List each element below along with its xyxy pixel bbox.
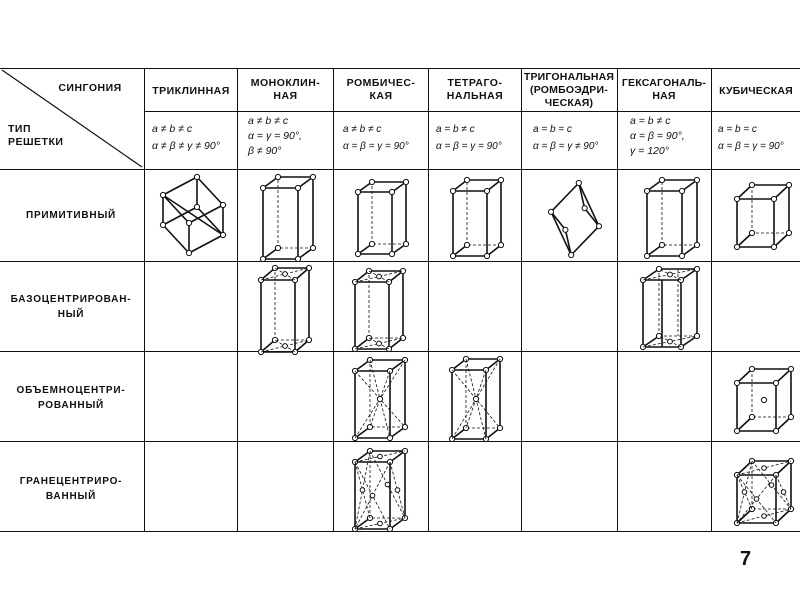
param-line: a = b = c xyxy=(533,124,572,135)
lattice-tetragonal-body-centered xyxy=(449,356,503,442)
row-label-line: ПРИМИТИВНЫЙ xyxy=(25,210,117,221)
header-divider xyxy=(144,111,800,112)
params-hexagonal xyxy=(630,114,714,159)
lattice-hexagonal-primitive xyxy=(644,177,700,259)
lattice-orthorhombic-face-centered xyxy=(352,448,408,532)
page-number: 7 xyxy=(740,548,752,570)
col-divider-1 xyxy=(144,68,145,531)
param-line: γ = 120° xyxy=(630,145,669,157)
param-line: a = b = c xyxy=(718,124,757,135)
column-name-cubic xyxy=(712,85,800,98)
column-name-line: ЧЕСКАЯ) xyxy=(544,97,594,109)
lattice-tetragonal-primitive xyxy=(450,177,504,259)
params-trigonal xyxy=(533,121,619,155)
column-name-line: ТЕТРАГО- xyxy=(447,77,503,89)
param-line: α = β = 90°, xyxy=(630,130,685,142)
column-name-tetragonal xyxy=(429,77,521,103)
row-divider-2 xyxy=(0,261,800,262)
lattice-orthorhombic-primitive xyxy=(355,179,409,257)
column-name-line: (РОМБОЭДРИ- xyxy=(530,84,608,96)
lattice-cubic-body-centered xyxy=(734,366,794,434)
row-label-line: ВАННЫЙ xyxy=(45,491,97,502)
column-name-trigonal xyxy=(521,71,617,110)
column-name-hexagonal xyxy=(617,77,711,103)
lattice-monoclinic-primitive xyxy=(260,174,316,262)
lattice-orthorhombic-body-centered xyxy=(352,357,408,441)
param-line: α = β = γ = 90° xyxy=(718,141,784,152)
param-line: β ≠ 90° xyxy=(248,145,282,157)
column-name-line: КАЯ xyxy=(369,90,393,102)
lattice-cubic-face-centered xyxy=(734,458,794,526)
lattice-hexagonal-base-centered xyxy=(640,266,700,350)
row-label-base-centered xyxy=(2,292,140,322)
syngony-label: СИНГОНИЯ xyxy=(58,82,122,94)
param-line: a = b ≠ c xyxy=(630,115,671,127)
row-label-line: БАЗОЦЕНТРИРОВАН- xyxy=(10,294,132,305)
lattice-type-label-2: РЕШЕТКИ xyxy=(8,136,64,148)
column-name-line: ТРИКЛИННАЯ xyxy=(152,85,230,97)
row-divider-1 xyxy=(0,169,800,170)
param-line: α = β = γ = 90° xyxy=(343,141,409,152)
row-label-line: НЫЙ xyxy=(57,309,85,320)
lattice-triclinic-primitive xyxy=(160,174,226,260)
column-name-orthorhombic xyxy=(334,77,428,103)
row-label-primitive xyxy=(2,208,140,223)
column-name-line: НАЯ xyxy=(273,90,298,102)
lattice-monoclinic-base-centered xyxy=(258,265,312,355)
lattice-type-label-1: ТИП xyxy=(8,123,32,135)
params-cubic xyxy=(718,121,800,155)
column-name-line: НАЯ xyxy=(652,90,676,102)
params-triclinic xyxy=(152,121,238,155)
param-line: α ≠ β ≠ γ ≠ 90° xyxy=(152,140,220,152)
column-name-monoclinic xyxy=(238,77,333,103)
column-name-line: КУБИЧЕСКАЯ xyxy=(719,85,793,97)
params-tetragonal xyxy=(436,121,522,155)
param-line: a ≠ b ≠ c xyxy=(152,123,193,135)
row-label-line: РОВАННЫЙ xyxy=(37,400,105,411)
column-name-triclinic xyxy=(145,85,237,98)
row-label-line: ГРАНЕЦЕНТРИРО- xyxy=(19,476,123,487)
column-name-line: РОМБИЧЕС- xyxy=(346,77,416,89)
param-line: a ≠ b ≠ c xyxy=(343,124,382,135)
column-name-line: ТРИГОНАЛЬНАЯ xyxy=(523,71,615,83)
lattice-orthorhombic-base-centered xyxy=(352,268,406,352)
params-monoclinic xyxy=(248,114,334,159)
row-label-line: ОБЪЕМНОЦЕНТРИ- xyxy=(16,385,126,396)
row-label-face-centered xyxy=(2,474,140,504)
row-label-body-centered xyxy=(2,383,140,413)
column-name-line: НАЛЬНАЯ xyxy=(446,90,504,102)
row-divider-4 xyxy=(0,441,800,442)
param-line: α = β = γ ≠ 90° xyxy=(533,141,599,152)
column-name-line: ГЕКСАГОНАЛЬ- xyxy=(621,77,707,89)
lattice-trigonal-rhombohedral xyxy=(548,180,602,258)
param-line: a ≠ b ≠ c xyxy=(248,115,289,127)
param-line: α = β = γ = 90° xyxy=(436,141,502,152)
column-name-line: МОНОКЛИН- xyxy=(250,77,321,89)
params-orthorhombic xyxy=(343,121,429,155)
param-line: a = b ≠ c xyxy=(436,124,475,135)
param-line: α = γ = 90°, xyxy=(248,130,302,142)
lattice-cubic-primitive xyxy=(734,182,792,250)
